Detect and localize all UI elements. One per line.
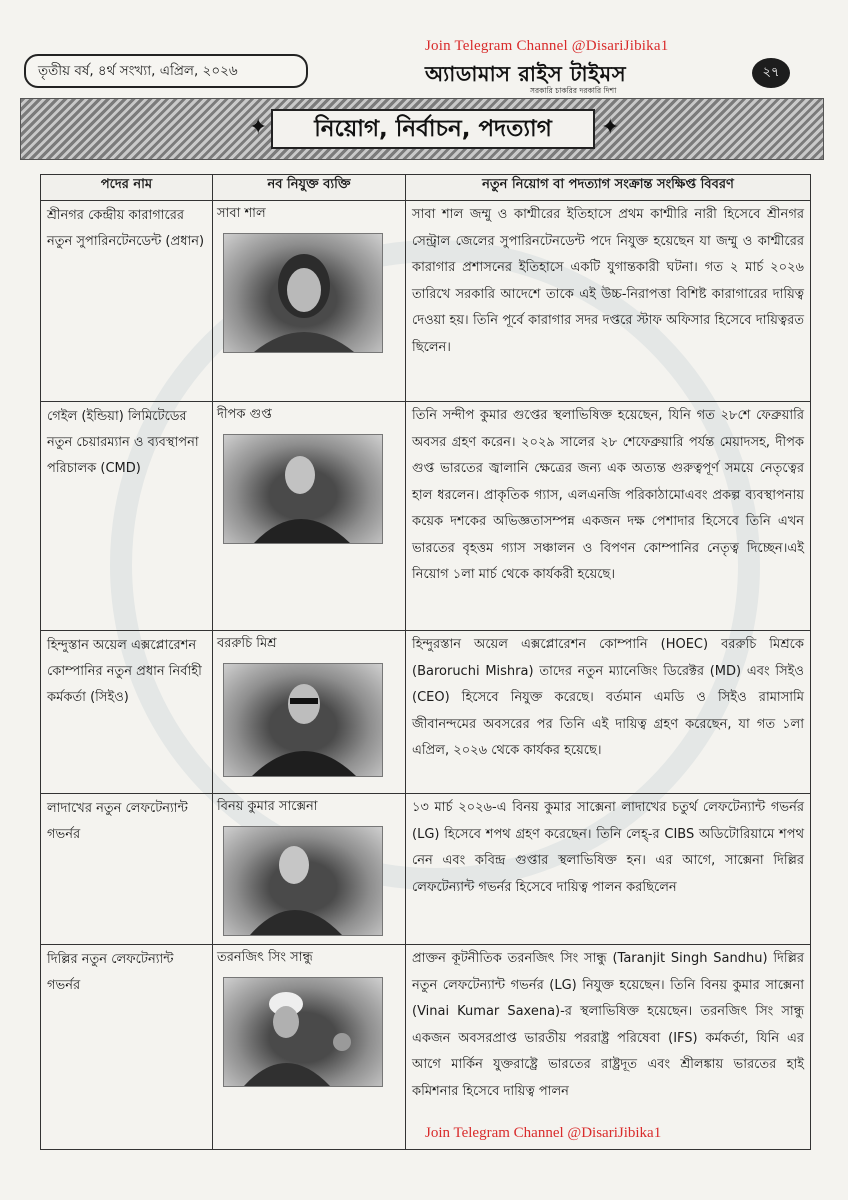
telegram-watermark-bottom: Join Telegram Channel @DisariJibika1 (425, 1125, 662, 1141)
post-cell: দিল্লির নতুন লেফটেন্যান্ট গভর্নর (41, 945, 213, 1150)
portrait-photo (223, 233, 383, 353)
post-cell: লাদাখের নতুন লেফটেন্যান্ট গভর্নর (41, 794, 213, 945)
section-title: নিয়োগ, নির্বাচন, পদত্যাগ (271, 109, 595, 149)
detail-cell: সাবা শাল জম্মু ও কাশ্মীরের ইতিহাসে প্রথম কাশ্মীরি নারী হিসেবে শ্রীনগর সেন্ট্রাল জেলের সুপারিনটেনডেন্ট পদে নিযুক্ত হয়েছেন যা জম্মু ও কাশ্মীরের কারাগার প্রশাসনের ইতিহাসে একটি যুগান্তকারী ঘটনা। গত ২ মার্চ ২০২৬ তারিখে সরকারি আদেশে তাকে এই উচ্চ-নিরাপত্তা বিশিষ্ট কারাগারের দায়িত্ব দেওয়া হয়। তিনি পূর্বে কারাগার সদর দপ্তরে স্টাফ অফিসার হিসেবে দায়িত্বরত ছিলেন। (406, 201, 811, 402)
table-row (41, 402, 811, 631)
portrait-photo (223, 826, 383, 936)
table-row (41, 631, 811, 794)
brand-logo-text: অ্যাডামাস রাইস টাইমস (425, 62, 627, 86)
table-header-row (41, 175, 811, 201)
table-row (41, 794, 811, 945)
section-banner (20, 98, 824, 160)
issue-info: তৃতীয় বর্ষ, ৪র্থ সংখ্যা, এপ্রিল, ২০২৬ (24, 54, 308, 88)
person-cell (213, 794, 406, 945)
person-cell (213, 631, 406, 794)
post-cell: শ্রীনগর কেন্দ্রীয় কারাগারের নতুন সুপারিনটেনডেন্ট (প্রধান) (41, 201, 213, 402)
person-cell (213, 945, 406, 1150)
detail-cell: ১৩ মার্চ ২০২৬-এ বিনয় কুমার সাক্সেনা লাদাখের চতুর্থ লেফটেন্যান্ট গভর্নর (LG) হিসেবে শপথ গ্রহণ করেছেন। তিনি লেহ্-র CIBS অডিটোরিয়ামে শপথ নেন এবং কবিন্দ্র গুপ্তার স্থলাভিষিক্ত হন। এর আগে, সাক্সেনা দিল্লির লেফটেন্যান্ট গভর্নর হিসেবে দায়িত্ব পালন করছিলেন (406, 794, 811, 945)
column-header-post: পদের নাম (41, 175, 213, 201)
person-name: বিনয় কুমার সাক্সেনা (217, 799, 318, 814)
portrait-photo (223, 434, 383, 544)
detail-cell: প্রাক্তন কূটনীতিক তরনজিৎ সিং সান্ধু (Taranjit Singh Sandhu) দিল্লির নতুন লেফটেন্যান্ট গভর্নর (LG) নিযুক্ত হয়েছেন। তিনি বিনয় কুমার সাক্সেনা (Vinai Kumar Saxena)-র স্থলাভিষিক্ত হয়েছেন। তরনজিৎ সিং সান্ধু একজন অবসরপ্রাপ্ত ভারতীয় পররাষ্ট্র পরিষেবা (IFS) কর্মকর্তা, যিনি এর আগে মার্কিন যুক্তরাষ্ট্রে ভারতের রাষ্ট্রদূত এবং শ্রীলঙ্কায় ভারতের হাই কমিশনার হিসেবে দায়িত্ব পালন (406, 945, 811, 1150)
person-cell (213, 402, 406, 631)
diamond-left-icon: ✦ (249, 115, 268, 140)
page-number: ২৭ (752, 58, 790, 88)
person-cell (213, 201, 406, 402)
detail-cell: হিন্দুরস্তান অয়েল এক্সপ্লোরেশন কোম্পানি (HOEC) বররুচি মিশ্রকে (Baroruchi Mishra) তাদের নতুন ম্যানেজিং ডিরেক্টর (MD) এবং সিইও (CEO) হিসেবে নিযুক্ত করেছে। বর্তমান এমডি ও সিইও রামাসামি জীবানন্দমের অবসরের পর তিনি এই দায়িত্ব গ্রহণ করেছেন, যা গত ১লা এপ্রিল, ২০২৬ থেকে কার্যকর হয়েছে। (406, 631, 811, 794)
telegram-watermark-top: Join Telegram Channel @DisariJibika1 (425, 38, 669, 54)
person-name: সাবা শাল (217, 206, 266, 221)
table-row (41, 945, 811, 1150)
brand-tagline: সরকারি চাকরির দরকারি দিশা (530, 86, 617, 95)
column-header-detail: নতুন নিয়োগ বা পদত্যাগ সংক্রান্ত সংক্ষিপ্ত বিবরণ (406, 175, 811, 201)
detail-cell: তিনি সন্দীপ কুমার গুপ্তের স্থলাভিষিক্ত হয়েছেন, যিনি গত ২৮শে ফেব্রুয়ারি অবসর গ্রহণ করেন। ২০২৯ সালের ২৮ শেফেব্রুয়ারি পর্যন্ত মেয়াদসহ, দীপক গুপ্ত ভারতের জ্বালানি ক্ষেত্রের জন্য এক অত্যন্ত গুরুত্বপূর্ণ সময়ে নেতৃত্বের হাল ধরলেন। প্রাকৃতিক গ্যাস, এলএনজি পরিকাঠামোএবং প্রকল্প ব্যবস্থাপনায় কয়েক দশকের অভিজ্ঞতাসম্পন্ন একজন দক্ষ পেশাদার হিসেবে তিনি এখন ভারতের বৃহত্তম গ্যাস সঞ্চালন ও বিপণন কোম্পানির নেতৃত্ব দিচ্ছেন।এই নিয়োগ ১লা মার্চ থেকে কার্যকরী হয়েছে। (406, 402, 811, 631)
person-name: দীপক গুপ্ত (217, 407, 272, 422)
column-header-person: নব নিযুক্ত ব্যক্তি (213, 175, 406, 201)
portrait-photo (223, 977, 383, 1087)
diamond-right-icon: ✦ (601, 115, 620, 140)
person-name: তরনজিৎ সিং সান্ধু (217, 950, 313, 965)
person-name: বররুচি মিশ্র (217, 636, 277, 651)
appointments-table (40, 174, 811, 1150)
post-cell: হিন্দুস্তান অয়েল এক্সপ্লোরেশন কোম্পানির নতুন প্রধান নির্বাহী কর্মকর্তা (সিইও) (41, 631, 213, 794)
portrait-photo (223, 663, 383, 777)
post-cell: গেইল (ইন্ডিয়া) লিমিটেডের নতুন চেয়ারম্যান ও ব্যবস্থাপনা পরিচালক (CMD) (41, 402, 213, 631)
table-row (41, 201, 811, 402)
